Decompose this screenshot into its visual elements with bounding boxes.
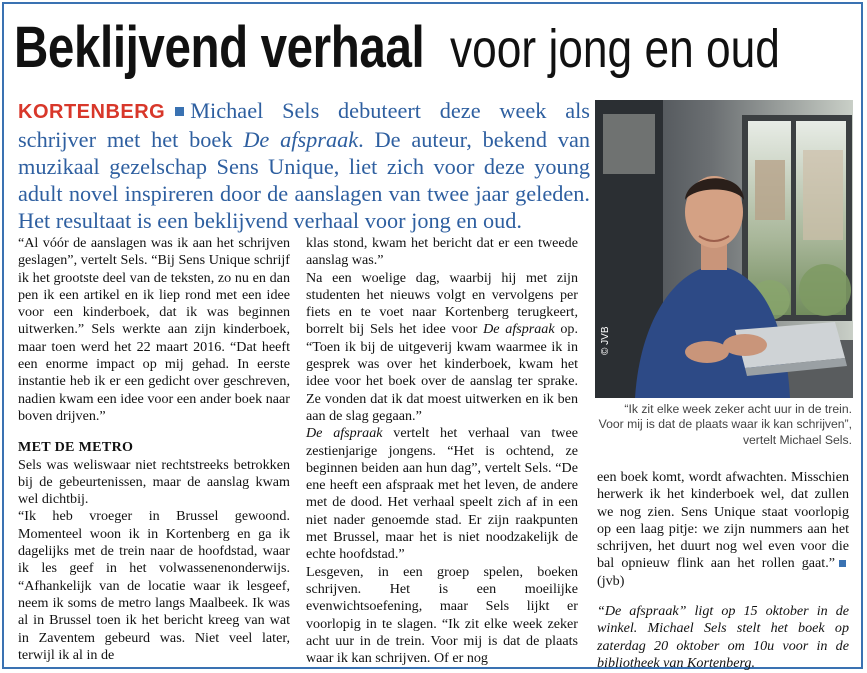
col1-paragraph-3: “Ik heb vroeger in Brussel gewoond. Momenteel woon ik in Kortenberg en ga ik dagelijks met de trein naar de hoofdstad, waar ik les geef in het volwassenenonderwijs. “Afhankelijk van de locatie waar ik lesgeef, neem ik soms de metro langs Maalbeek. Ik was al in Brussel toen ik het bericht kreeg van wat in Zaventem gebeurd was. Niet veel later, terwijl ik al in de <box>18 508 290 663</box>
end-square-icon <box>839 560 846 567</box>
book-note-title: “De afspraak” <box>597 603 687 620</box>
col2-p3-title: De afspraak <box>306 425 383 442</box>
intro-lead <box>18 97 590 234</box>
book-note-text: ligt op 15 oktober in de winkel. Michael Sels stelt het boek op zaterdag 20 oktober om 10u voor in de bibliotheek van Kortenberg. <box>597 603 849 671</box>
col2-paragraph-2 <box>306 270 578 426</box>
square-bullet-icon <box>175 107 184 116</box>
column-1 <box>18 235 290 664</box>
col2-p2-title: De afspraak <box>483 321 555 338</box>
col2-paragraph-3 <box>306 425 578 563</box>
subhead-met-de-metro: MET DE METRO <box>18 439 134 456</box>
col1-paragraph-2: Sels was weliswaar niet rechtstreeks betrokken bij de gebeurtenissen, maar de aanslag kwam wel dichtbij. <box>18 456 290 508</box>
dateline: KORTENBERG <box>18 101 166 123</box>
book-note <box>597 603 849 672</box>
photo-credit: © JVB <box>600 326 611 355</box>
intro-text-before: Michael Sels debuteert deze week als schrijver met het boek <box>18 98 590 152</box>
col2-p2-after: op. “Toen ik bij de uitgeverij kwam waarmee ik in gesprek was over het kinderboek, kwam het idee voor het boek over de aanslag ter sprake. Ze vonden dat ik dat moest uitwerken en ik ben aan de slag gegaan.” <box>306 321 578 424</box>
headline-light: voor jong en oud <box>450 19 781 79</box>
col2-p2-before: Na een woelige dag, waarbij hij met zijn studenten het nieuws volgt en vervolgens per fiets en te voet naar Kortenberg terugkeert, borrelt bij Sels het idee voor <box>306 269 578 338</box>
col2-p3-after: vertelt het verhaal van twee zestienjarige jongens. “Het is ochtend, ze beginnen beiden aan hun dag”, vertelt Sels. “De ene heeft een afspraak met het leven, de andere met de dood. Het verhaal speelt zich af in een niet nader genoemde stad. Er zijn raakpunten met Brussel, maar het is niet noodzakelijk de echte hoofdstad.” <box>306 425 578 563</box>
headline <box>14 10 853 101</box>
headline-bold: Beklijvend verhaal <box>14 15 425 80</box>
author-photo <box>595 100 853 398</box>
photo-caption: “Ik zit elke week zeker acht uur in de trein. Voor mij is dat de plaats waar ik kan schrijven”, vertelt Michael Sels. <box>598 402 852 447</box>
intro-book-title: De afspraak <box>243 127 359 152</box>
author-photo-illustration <box>595 100 853 398</box>
col3-paragraph-1: een boek komt, wordt afwachten. Misschien herwerk ik het kinderboek wel, dat zullen we nog zien. Sens Unique staat voorlopig op een laag pitje: we zijn nummers aan het schrijven, het duurt nog wel even voor die bal opnieuw flink aan het rollen gaat.”(jvb) <box>597 469 849 589</box>
intro-text-after: . De auteur, bekend van muzikaal gezelschap Sens Unique, liet zich voor deze young adult novel inspireren door de aanslagen van twee jaar geleden. Het resultaat is een beklijvend verhaal voor jong en oud. <box>18 127 590 233</box>
column-2 <box>306 235 578 667</box>
column-3 <box>597 469 849 672</box>
col2-paragraph-1: klas stond, kwam het bericht dat er een tweede aanslag was.” <box>306 235 578 269</box>
col1-paragraph-1: “Al vóór de aanslagen was ik aan het schrijven geslagen”, vertelt Sels. “Bij Sens Unique schrijf ik het grootste deel van de teksten, zo nu en dan pen ik een artikel en ik liep rond met een idee voor een kinderboek, dat ik was beginnen uitwerken.” Sels werkte aan zijn kinderboek, maar toen werd het 22 maart 2016. “Dat heeft een enorme impact op mij gehad. In eerste instantie heb ik er een gedicht over geschreven, nadien kwam een idee voor een ander boek naar boven drijven.” <box>18 235 290 424</box>
byline: (jvb) <box>597 572 625 589</box>
col2-paragraph-4: Lesgeven, in een groep spelen, boeken schrijven. Het is een moeilijke evenwichtsoefening, maar Sels lijkt er voorlopig in te slagen. “Ik zit elke week zeker acht uur in de trein. Voor mij is dat de plaats waar ik kan schrijven. Of er nog <box>306 563 578 667</box>
